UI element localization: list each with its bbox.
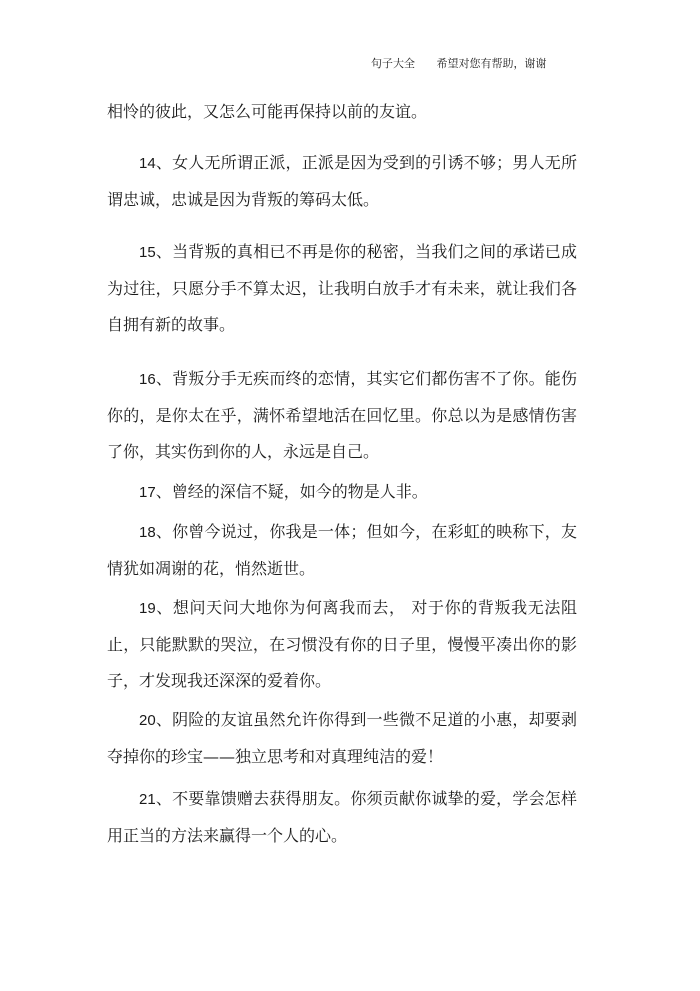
paragraph-number: 15 [139, 244, 156, 261]
paragraph-18 [107, 514, 577, 587]
paragraph-number: 21 [139, 791, 156, 808]
paragraph-number: 18 [139, 524, 156, 541]
paragraph-number: 19 [139, 600, 156, 617]
paragraph-text: 、不要靠馈赠去获得朋友。你须贡献你诚挚的爱，学会怎样用正当的方法来赢得一个人的心。 [107, 789, 577, 845]
paragraph-number: 14 [139, 155, 156, 172]
paragraph-text: 、你曾今说过，你我是一体；但如今，在彩虹的映称下，友情犹如凋谢的花，悄然逝世。 [107, 522, 577, 578]
paragraph-text: 、背叛分手无疾而终的恋情，其实它们都伤害不了你。能伤你的，是你太在乎，满怀希望地活在回忆里。你总以为是感情伤害了你，其实伤到你的人，永远是自己。 [107, 369, 577, 461]
page-header [371, 55, 547, 71]
paragraph-19 [107, 590, 577, 699]
paragraph-14 [107, 145, 577, 218]
paragraph-text: 相怜的彼此，又怎么可能再保持以前的友谊。 [107, 102, 428, 121]
paragraph-21 [107, 781, 577, 854]
paragraph-number: 20 [139, 712, 156, 729]
paragraph-20 [107, 702, 577, 775]
document-body [107, 94, 577, 854]
paragraph-16 [107, 361, 577, 470]
paragraph-number: 16 [139, 371, 156, 388]
paragraph-15 [107, 234, 577, 343]
paragraph-text: 、想问天问大地你为何离我而去， 对于你的背叛我无法阻止，只能默默的哭泣，在习惯没有你的日子里，慢慢平凑出你的影子，才发现我还深深的爱着你。 [107, 598, 577, 690]
paragraph-text: 、当背叛的真相已不再是你的秘密，当我们之间的承诺已成为过往，只愿分手不算太迟，让我明白放手才有未来，就让我们各自拥有新的故事。 [107, 242, 577, 334]
paragraph-17 [107, 474, 577, 511]
header-note: 希望对您有帮助，谢谢 [436, 57, 547, 70]
paragraph-text: 、阴险的友谊虽然允许你得到一些微不足道的小惠，却要剥夺掉你的珍宝——独立思考和对真理纯洁的爱！ [107, 710, 577, 766]
paragraph-text: 、女人无所谓正派，正派是因为受到的引诱不够；男人无所谓忠诚，忠诚是因为背叛的筹码太低。 [107, 153, 577, 209]
paragraph-number: 17 [139, 484, 156, 501]
paragraph-continuation [107, 94, 577, 130]
paragraph-text: 、曾经的深信不疑，如今的物是人非。 [155, 482, 428, 501]
header-site-name: 句子大全 [371, 57, 415, 70]
